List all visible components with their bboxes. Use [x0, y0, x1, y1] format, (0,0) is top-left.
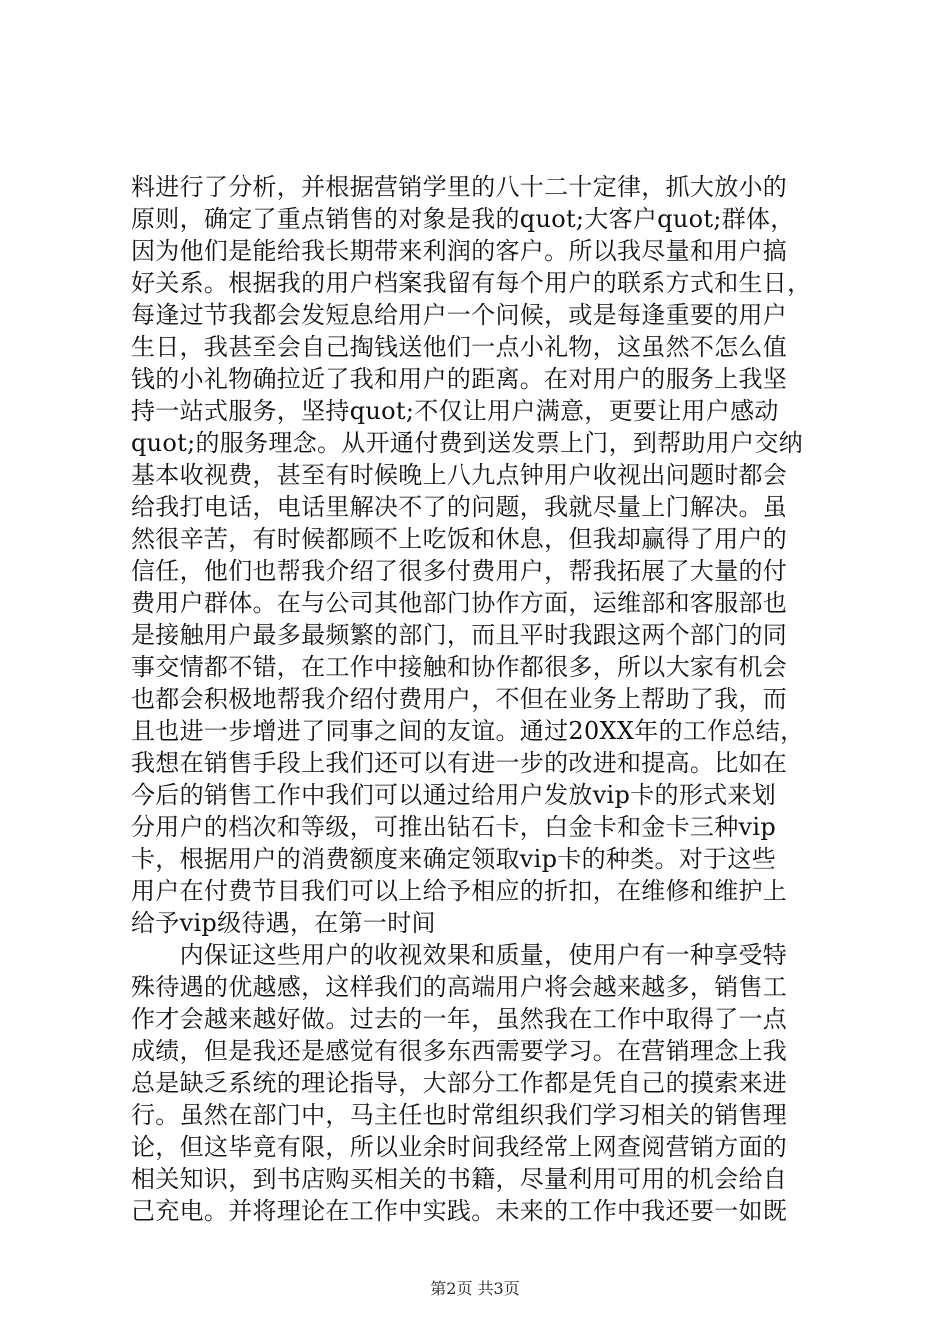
- body-text: [131, 171, 837, 1227]
- page-footer: 第2页 共3页: [430, 1279, 520, 1298]
- text-line: 行。虽然在部门中，马主任也时常组织我们学习相关的销售理: [131, 1101, 788, 1129]
- text-line: 卡，根据用户的消费额度来确定领取vip卡的种类。对于这些: [131, 845, 776, 873]
- text-line: 总是缺乏系统的理论指导，大部分工作都是凭自己的摸索来进: [131, 1069, 788, 1097]
- text-line: 论，但这毕竟有限，所以业余时间我经常上网查阅营销方面的: [131, 1133, 788, 1161]
- text-line: 费用户群体。在与公司其他部门协作方面，运维部和客服部也: [131, 589, 788, 617]
- text-line: 用户在付费节目我们可以上给予相应的折扣，在维修和维护上: [131, 877, 788, 905]
- text-line: 因为他们是能给我长期带来利润的客户。所以我尽量和用户搞: [131, 237, 788, 265]
- text-line: 然很辛苦，有时候都顾不上吃饭和休息，但我却赢得了用户的: [131, 525, 788, 553]
- text-line: quot;的服务理念。从开通付费到送发票上门，到帮助用户交纳: [131, 429, 803, 457]
- text-line: 成绩，但是我还是感觉有很多东西需要学习。在营销理念上我: [131, 1037, 788, 1065]
- text-line: 殊待遇的优越感，这样我们的高端用户将会越来越多，销售工: [131, 973, 788, 1001]
- text-line: 作才会越来越好做。过去的一年，虽然我在工作中取得了一点: [131, 1005, 788, 1033]
- text-line: 给予vip级待遇，在第一时间: [131, 909, 436, 937]
- text-line: 且也进一步增进了同事之间的友谊。通过20XX年的工作总结，: [131, 717, 805, 745]
- text-line: 每逢过节我都会发短息给用户一个问候，或是每逢重要的用户: [131, 301, 788, 329]
- text-line: 好关系。根据我的用户档案我留有每个用户的联系方式和生日，: [131, 269, 812, 297]
- text-line: 信任，他们也帮我介绍了很多付费用户，帮我拓展了大量的付: [131, 557, 788, 585]
- text-line: 基本收视费，甚至有时候晚上八九点钟用户收视出问题时都会: [131, 461, 788, 489]
- text-line: 钱的小礼物确拉近了我和用户的距离。在对用户的服务上我坚: [131, 365, 788, 393]
- text-line: 今后的销售工作中我们可以通过给用户发放vip卡的形式来划: [131, 781, 776, 809]
- text-line: 料进行了分析，并根据营销学里的八十二十定律，抓大放小的: [131, 173, 788, 201]
- text-line: 我想在销售手段上我们还可以有进一步的改进和提高。比如在: [131, 749, 788, 777]
- text-line: 相关知识，到书店购买相关的书籍，尽量利用可用的机会给自: [131, 1165, 788, 1193]
- text-line: 原则，确定了重点销售的对象是我的quot;大客户quot;群体，: [131, 205, 795, 233]
- text-line: 分用户的档次和等级，可推出钻石卡，白金卡和金卡三种vip: [131, 813, 776, 841]
- text-line: 给我打电话，电话里解决不了的问题，我就尽量上门解决。虽: [131, 493, 788, 521]
- text-line: 己充电。并将理论在工作中实践。未来的工作中我还要一如既: [131, 1197, 788, 1225]
- text-line: 持一站式服务，坚持quot;不仅让用户满意，更要让用户感动: [131, 397, 779, 425]
- text-line: 也都会积极地帮我介绍付费用户，不但在业务上帮助了我，而: [131, 685, 788, 713]
- text-line: 事交情都不错，在工作中接触和协作都很多，所以大家有机会: [131, 653, 788, 681]
- text-line: 是接触用户最多最频繁的部门，而且平时我跟这两个部门的同: [131, 621, 788, 649]
- text-line: 生日，我甚至会自己掏钱送他们一点小礼物，这虽然不怎么值: [131, 333, 788, 361]
- text-line: 内保证这些用户的收视效果和质量，使用户有一种享受特: [131, 941, 788, 969]
